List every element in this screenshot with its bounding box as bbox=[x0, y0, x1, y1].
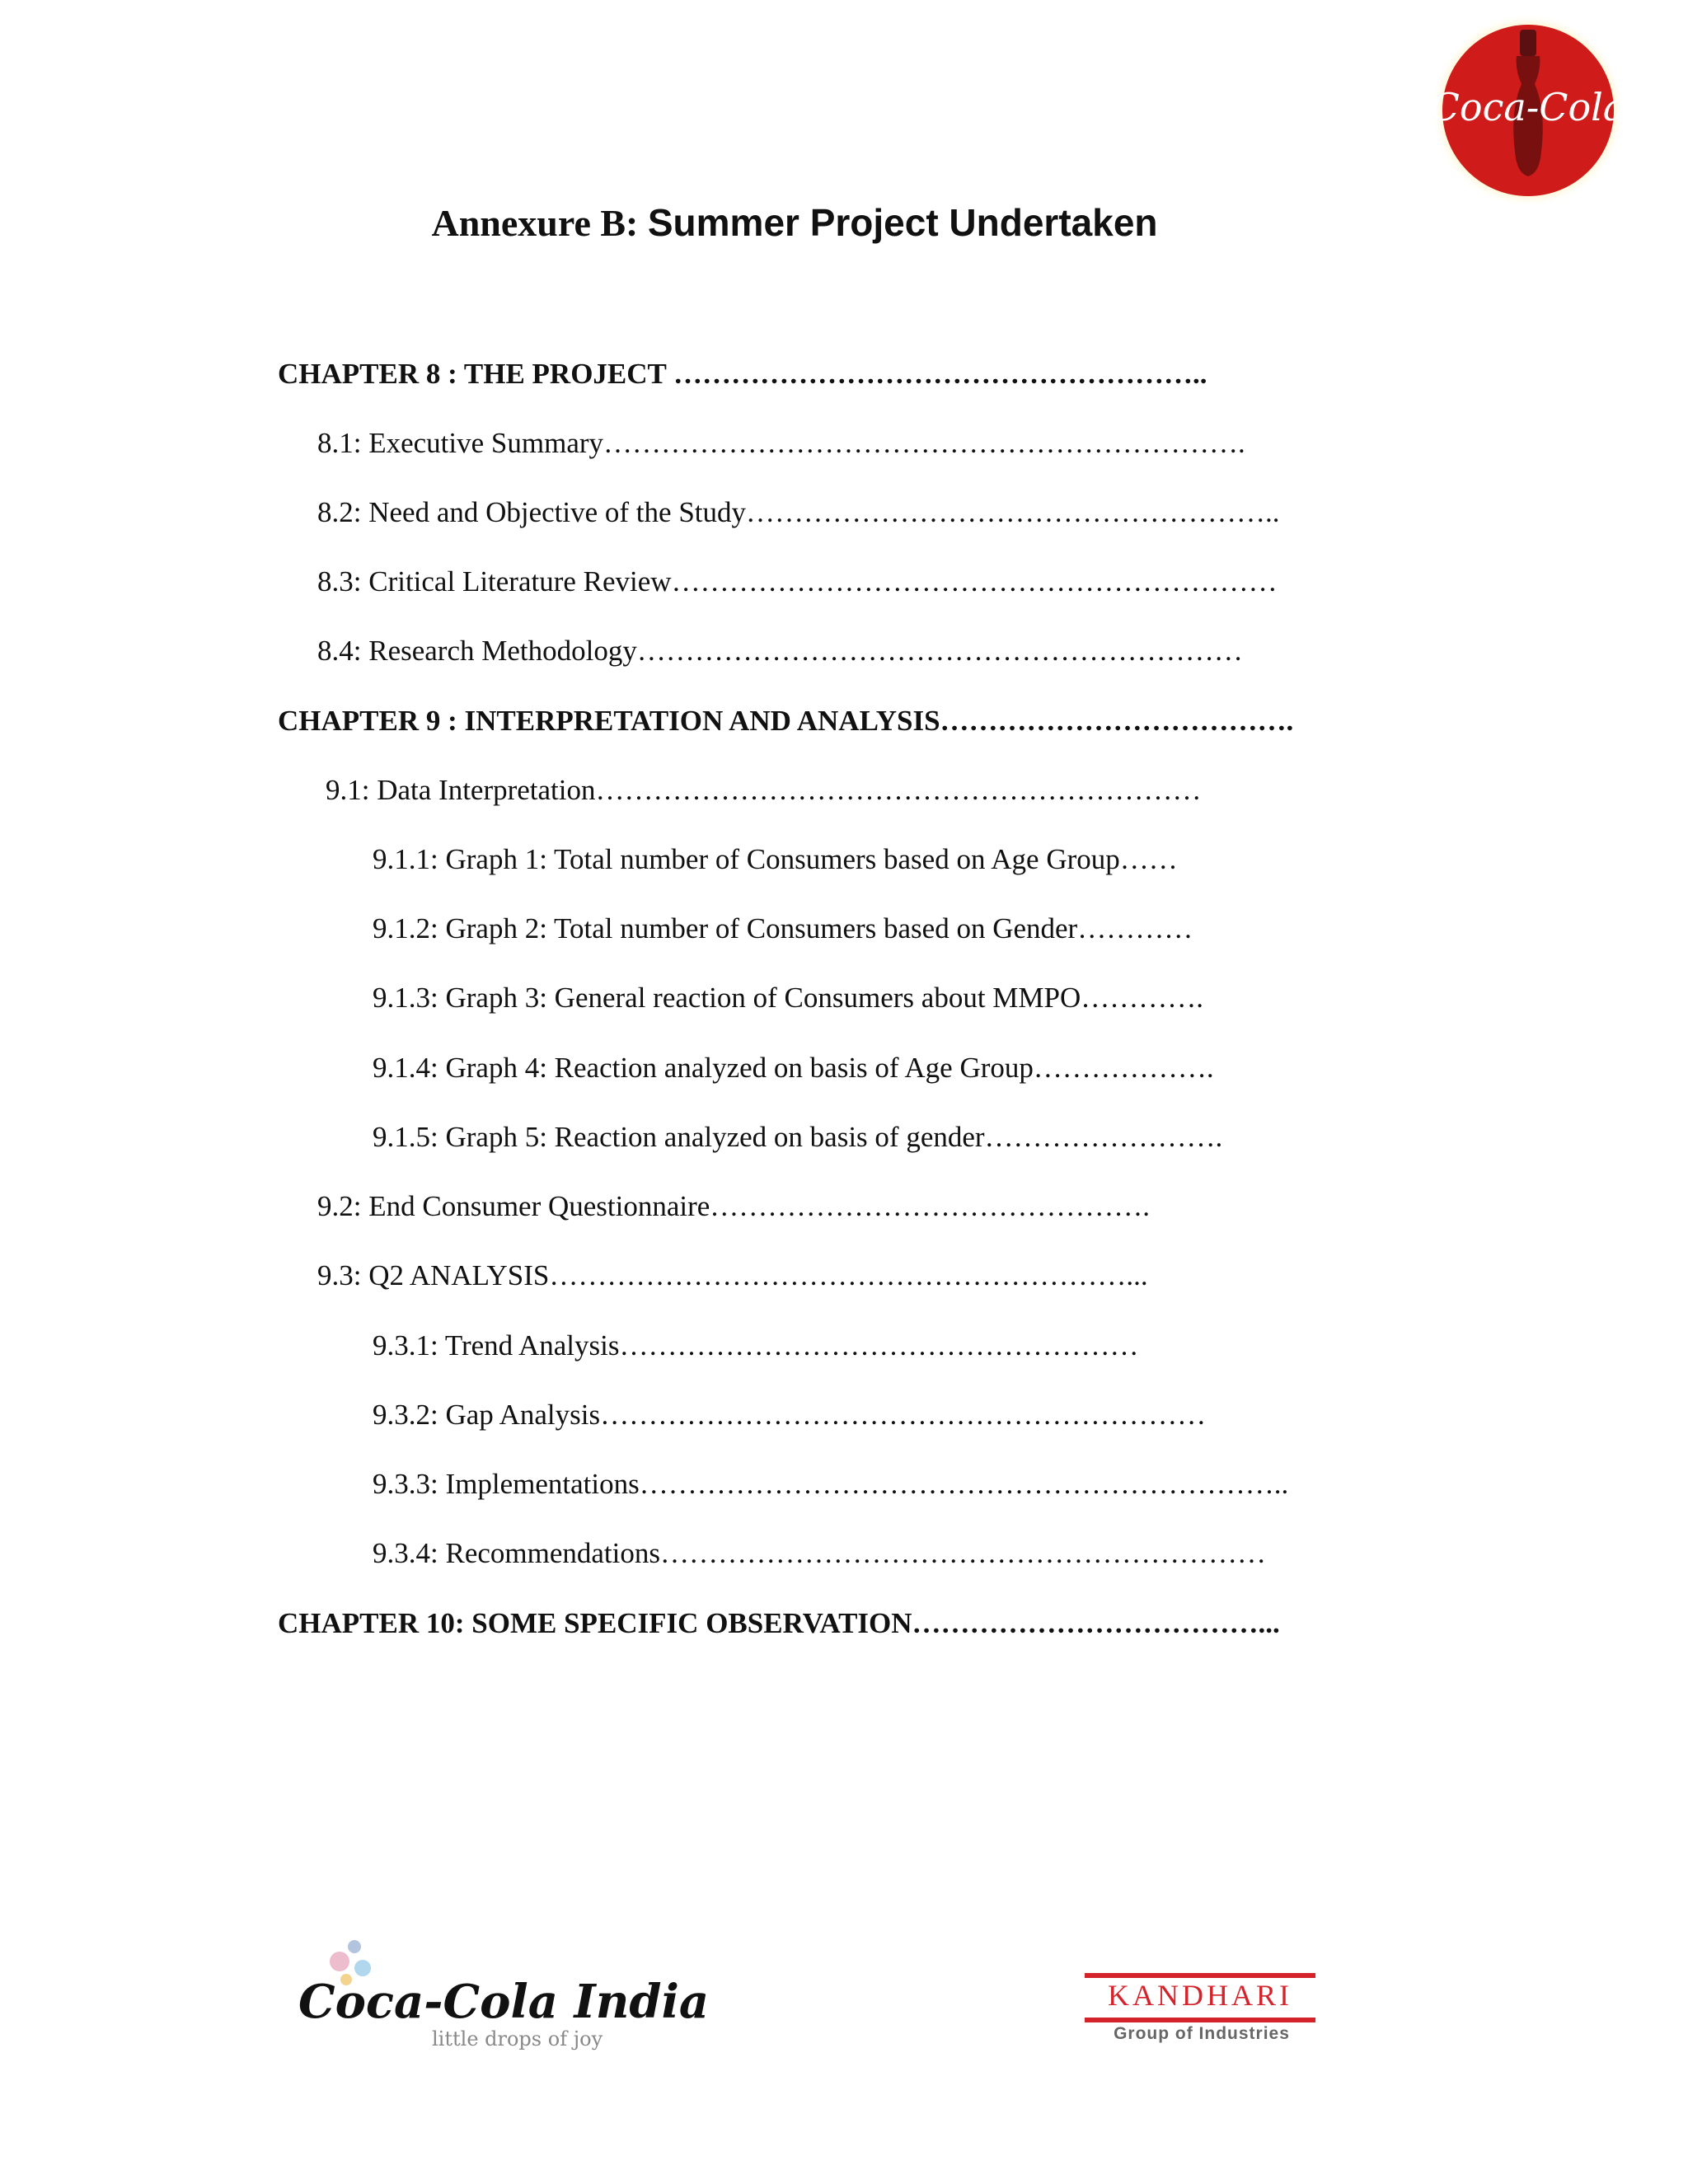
toc-item-9-1-5: 9.1.5: Graph 5: Reaction analyzed on basis of gender……………………. bbox=[373, 1121, 1223, 1153]
toc-item-8-1: 8.1: Executive Summary…………………………………………………………. bbox=[317, 427, 1245, 459]
toc-item-9-1: 9.1: Data Interpretation……………………………………………………… bbox=[326, 774, 1202, 806]
toc-item-9-3: 9.3: Q2 ANALYSIS……………………………………………………... bbox=[317, 1259, 1148, 1291]
toc-item-9-3-1: 9.3.1: Trend Analysis……………………………………………… bbox=[373, 1329, 1139, 1361]
toc-item-9-3-2: 9.3.2: Gap Analysis……………………………………………………… bbox=[373, 1399, 1207, 1431]
toc-chapter-10: CHAPTER 10: SOME SPECIFIC OBSERVATION………………………………... bbox=[278, 1607, 1280, 1639]
title-main: Summer Project Undertaken bbox=[647, 201, 1158, 244]
kandhari-name: KANDHARI bbox=[1108, 1979, 1292, 2012]
kandhari-logo bbox=[1085, 1970, 1319, 2052]
toc-item-9-1-4: 9.1.4: Graph 4: Reaction analyzed on basis of Age Group………………. bbox=[373, 1052, 1214, 1084]
svg-text:Coca-Cola: Coca-Cola bbox=[1430, 85, 1626, 129]
toc-chapter-9: CHAPTER 9 : INTERPRETATION AND ANALYSIS………………………………. bbox=[278, 705, 1294, 737]
toc-item-8-3: 8.3: Critical Literature Review……………………………………………………… bbox=[317, 565, 1278, 598]
toc-item-9-3-4: 9.3.4: Recommendations……………………………………………………… bbox=[373, 1537, 1266, 1569]
coca-cola-india-logo bbox=[297, 1933, 710, 2057]
svg-text:little drops of joy: little drops of joy bbox=[432, 2027, 603, 2050]
toc-item-8-4: 8.4: Research Methodology……………………………………………………… bbox=[317, 635, 1243, 667]
toc-item-9-1-2: 9.1.2: Graph 2: Total number of Consumers based on Gender………… bbox=[373, 912, 1193, 944]
toc-item-9-1-1: 9.1.1: Graph 1: Total number of Consumers based on Age Group…… bbox=[373, 843, 1178, 875]
toc-chapter-8: CHAPTER 8 : THE PROJECT ……………………………………………….. bbox=[278, 358, 1207, 390]
toc-item-8-2: 8.2: Need and Objective of the Study……………………………………………….. bbox=[317, 496, 1280, 528]
kandhari-subtitle: Group of Industries bbox=[1114, 2024, 1290, 2043]
toc-item-9-3-3: 9.3.3: Implementations………………………………………………………….. bbox=[373, 1468, 1289, 1500]
toc-item-9-1-3: 9.1.3: Graph 3: General reaction of Consumers about MMPO…………. bbox=[373, 982, 1204, 1014]
title-prefix: Annexure B: bbox=[431, 202, 639, 244]
toc-item-9-2: 9.2: End Consumer Questionnaire………………………………………. bbox=[317, 1190, 1151, 1222]
svg-text:Coca-Cola India: Coca-Cola India bbox=[298, 1975, 710, 2029]
